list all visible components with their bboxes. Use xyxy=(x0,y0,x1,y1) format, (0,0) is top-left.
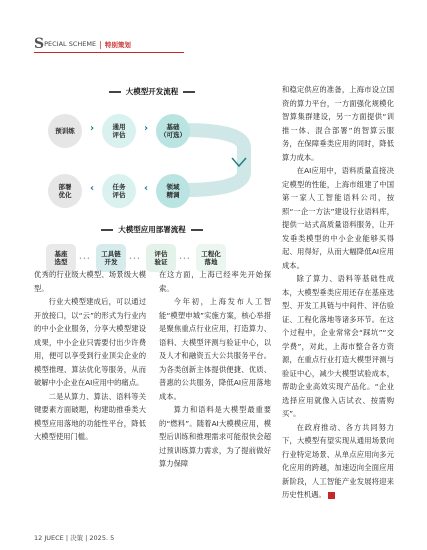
dev-process-title: 大模型开发流程 xyxy=(34,86,270,97)
paragraph: 在AI应用中，语料质量直接决定模型的性能，上海市组建了中国第一家人工智能语料公司，按照“一企一方法”建设行业语料库，提供一站式高质量语料服务，让开发垂类模型的中小企业能够买得起、用得好，从而大幅降低AI应用成本。 xyxy=(282,166,394,270)
deploy-step-eval: 评估 验证 xyxy=(146,244,176,272)
header-scheme: PECIAL SCHEME xyxy=(44,40,97,48)
paragraph: 和稳定供应的准备，上海市设立国资的算力平台，一方面强化规模化智算集群建设，另一方面提供“训推一体、混合部署”的智算云服务，在保障垂类应用的同时，降低算力成本。 xyxy=(282,85,394,162)
paragraph: 算力和语料是大模型最重要的“燃料”。随着AI大模模应用，模型后训练和推理需求可能很快会超过预训练算力需求，为了提前做好算力保障 xyxy=(159,405,271,468)
header-separator: | xyxy=(99,39,102,49)
arrow-right-icon: › xyxy=(144,123,149,134)
header-rule xyxy=(34,52,184,53)
dot-separator: ••• xyxy=(179,256,191,262)
column-2 xyxy=(159,268,271,471)
loop-connector xyxy=(34,86,270,236)
deploy-step-toolchain: 工具链 开发 xyxy=(96,244,126,272)
step-domain-tune: 领域 精调 xyxy=(156,174,190,208)
deploy-step-engineering: 工程化 落地 xyxy=(196,244,226,272)
step-base: 基础 （可选） xyxy=(156,114,190,148)
dot-separator: ••• xyxy=(79,256,91,262)
end-mark-icon xyxy=(328,492,335,499)
header-section: 特别策划 xyxy=(104,40,131,49)
step-general-eval: 通用 评估 xyxy=(102,114,136,148)
column-1 xyxy=(34,268,146,444)
dot-separator: ••• xyxy=(129,256,141,262)
paragraph: 今年初，上海发布人工智能“模塑申城”实施方案，核心举措是聚焦重点行业应用，打造算力、语料、大模型评测与验证中心，以及人才和融资五大公共服务平台。为各类创新主体提供便捷、优质、普惠的公共服务，降低AI应用落地成本。 xyxy=(159,297,271,401)
step-pretrain: 预训练 xyxy=(48,114,82,148)
paragraph: 除了算力、语料等基础性成本，大模型垂类应用还存在基座选型、开发工具链与中间件、评估验证、工程化落地等诸多环节。在这个过程中，企业常常会“踩坑”“交学费”，对此，上海市整合各方资源，在重点行业打造大模型评测与验证中心，减少大模型试验成本，帮助企业高效实现产品化。“企业选择应用就像入店试衣、按需购买”。 xyxy=(282,274,394,418)
paragraph: 二是从算力、算法、语料等关键要素方面破题，构建助推垂类大模型应用落地的功能性平台，降低大模型使用门槛。 xyxy=(34,391,146,441)
paragraph: 优秀的行业级大模型、场景级大模型。 xyxy=(34,270,146,293)
logo-letter: S xyxy=(34,36,45,52)
process-diagram xyxy=(34,86,270,296)
paragraph: 在政府推动、各方共同努力下，大模型有望实现从通用场景向行业特定场景、从单点应用向多元化应用的跨越，加速迈向全面应用新阶段，人工智能产业发展将迎来历史性机遇。 xyxy=(282,422,394,499)
arrow-right-icon: › xyxy=(90,123,95,134)
deploy-process-title: 大模型应用部署流程 xyxy=(34,224,270,235)
arrow-left-icon: ‹ xyxy=(90,183,95,194)
deploy-step-base-select: 基座 选型 xyxy=(46,244,76,272)
paragraph: 行业大模型建成后，可以通过开放接口，以“云”的形式为行业内的中小企业服务，分享大模型建设成果，中小企业只需要付出少许费用，便可以享受到行业顶尖企业的模型推理、算法优化等服务，从而破解中小企业在AI应用中的痛点。 xyxy=(34,297,146,387)
step-deploy-opt: 部署 优化 xyxy=(48,174,82,208)
column-3 xyxy=(282,83,394,502)
arrow-left-icon: ‹ xyxy=(144,183,149,194)
section-header xyxy=(34,38,131,50)
page-footer: 12 JUECE | 决策 | 2025. 5 xyxy=(34,534,115,542)
paragraph: 在这方面，上海已经率先开始探索。 xyxy=(159,270,271,293)
step-task-eval: 任务 评估 xyxy=(102,174,136,208)
